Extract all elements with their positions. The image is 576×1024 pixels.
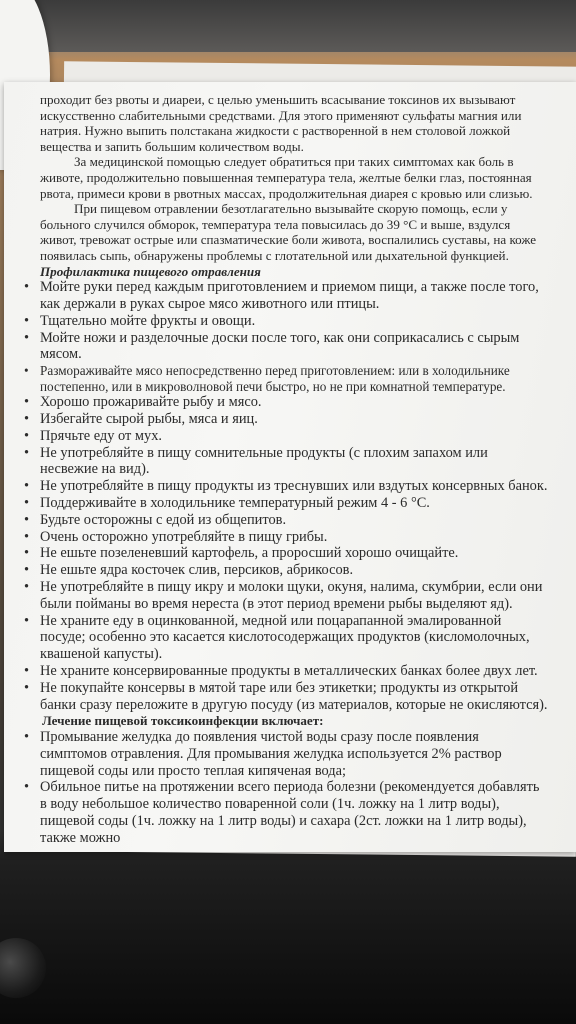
list-item: • Избегайте сырой рыбы, мяса и яиц. xyxy=(40,411,548,428)
document-text xyxy=(40,92,548,847)
list-item: • Будьте осторожны с едой из общепитов. xyxy=(40,512,548,529)
list-item: • Мойте ножи и разделочные доски после того, как они соприкасались с сырым мясом. xyxy=(40,330,548,364)
list-item: • Мойте руки перед каждым приготовлением и приемом пищи, а также после того, как держали в руках сырое мясо животного или птицы. xyxy=(40,279,548,313)
list-item: • Тщательно мойте фрукты и овощи. xyxy=(40,313,548,330)
paragraph-ambulance: При пищевом отравлении безотлагательно вызывайте скорую помощь, если у больного случился обморок, температура тела повысилась до 39 °С и выше, вздулся живот, тревожат острые или спазматические боли живота, воспалились суставы, на коже появилась сыпь, обнаружены проблемы с глотательной или дыхательной функцией. xyxy=(40,201,537,263)
list-item: • Не храните еду в оцинкованной, медной или поцарапанной эмалированной посуде; особенно это касается кислотосодержащих продуктов (кисломолочных, квашеной капусты). xyxy=(40,613,548,663)
prevention-list-continued xyxy=(40,394,548,713)
treatment-heading: Лечение пищевой токсикоинфекции включает: xyxy=(42,713,324,729)
list-item: • Не ешьте ядра косточек слив, персиков, абрикосов. xyxy=(40,562,548,579)
list-item: • Очень осторожно употребляйте в пищу грибы. xyxy=(40,529,548,546)
treatment-list xyxy=(40,729,548,847)
list-item: • Не употребляйте в пищу сомнительные продукты (с плохим запахом или несвежие на вид). xyxy=(40,445,548,479)
list-item: • Промывание желудка до появления чистой воды сразу после появления симптомов отравления. Для промывания желудка используется 2% раствор пищевой соды или просто теплая кипяченая вода; xyxy=(40,729,548,779)
prevention-list-small xyxy=(40,363,548,394)
paragraph-medical-help: За медицинской помощью следует обратиться при таких симптомах как боль в животе, продолжительно повышенная температура тела, желтые белки глаз, постоянная рвота, примеси крови в рвотных массах, продолжительная диарея с кровью или слизью. xyxy=(40,154,533,201)
dark-surface xyxy=(0,860,576,1024)
list-item: • Не храните консервированные продукты в металлических банках более двух лет. xyxy=(40,663,548,680)
list-item: • Обильное питье на протяжении всего периода болезни (рекомендуется добавлять в воду небольшое количество поваренной соли (1ч. ложку на 1 литр воды), пищевой соды (1ч. ложку на 1 литр воды) и сахара (2ст. ложки на 1 литр воды), также можно xyxy=(40,779,548,846)
list-item: • Не ешьте позеленевший картофель, а проросший хорошо очищайте. xyxy=(40,545,548,562)
prevention-list xyxy=(40,279,548,363)
paragraph-laxatives: проходит без рвоты и диареи, с целью уменьшить всасывание токсинов их вызывают искусственно слабительными средствами. Для этого применяют сульфаты магния или натрия. Нужно выпить полстакана жидкости с растворенной в нем столовой ложкой вещества и запить большим количеством воды. xyxy=(40,92,522,154)
list-item: • Размораживайте мясо непосредственно перед приготовлением: или в холодильнике постепенно, или в микроволновой печи быстро, но не при комнатной температуре. xyxy=(40,363,548,394)
list-item: • Прячьте еду от мух. xyxy=(40,428,548,445)
list-item: • Хорошо прожаривайте рыбу и мясо. xyxy=(40,394,548,411)
list-item: • Не употребляйте в пищу продукты из треснувших или вздутых консервных банок. xyxy=(40,478,548,495)
prevention-heading: Профилактика пищевого отравления xyxy=(40,263,261,279)
list-item: • Не покупайте консервы в мятой таре или без этикетки; продукты из открытой банки сразу переложите в другую посуду (из материалов, которые не окисляются). xyxy=(40,680,548,714)
laptop-edge xyxy=(20,0,576,52)
list-item: • Не употребляйте в пищу икру и молоки щуки, окуня, налима, скумбрии, если они были пойманы во время нереста (в этот период времени рыбы выделяют яд). xyxy=(40,579,548,613)
list-item: • Поддерживайте в холодильнике температурный режим 4 - 6 °С. xyxy=(40,495,548,512)
